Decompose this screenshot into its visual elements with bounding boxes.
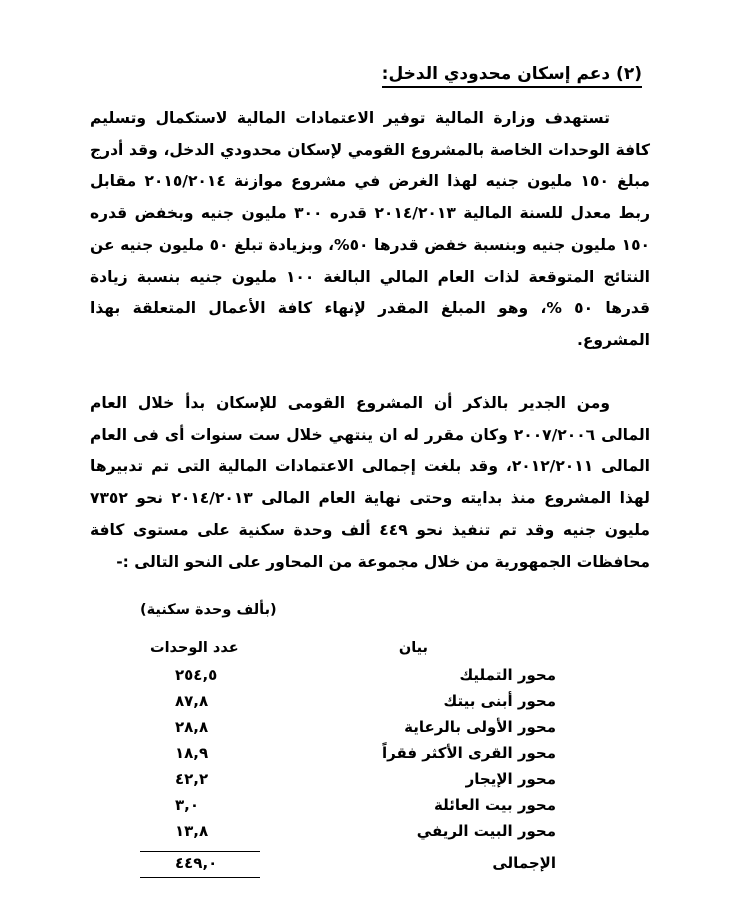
table-row: [0, 666, 746, 692]
row-value: ١٣,٨: [175, 822, 209, 840]
total-divider-bottom: [140, 877, 260, 878]
total-divider-top: [140, 851, 260, 852]
table-row: [0, 770, 746, 796]
row-value: ٤٢,٢: [175, 770, 209, 788]
table-row: [0, 744, 746, 770]
total-row: [0, 854, 746, 880]
table-row: [0, 822, 746, 848]
row-label: محور الإيجار: [465, 770, 556, 788]
column-header-description: بيان: [398, 640, 428, 656]
row-label: محور القرى الأكثر فقراً: [381, 744, 556, 762]
total-value: ٤٤٩,٠: [175, 854, 218, 872]
units-note: (بألف وحدة سكنية): [140, 602, 277, 618]
row-value: ٢٥٤,٥: [175, 666, 218, 684]
section-heading: (٢) دعم إسكان محدودي الدخل:: [382, 64, 642, 88]
table-row: [0, 692, 746, 718]
row-label: محور الأولى بالرعاية: [404, 718, 556, 736]
row-label: محور التمليك: [459, 666, 556, 684]
table-row: [0, 796, 746, 822]
row-label: محور أبنى بيتك: [443, 692, 556, 710]
paragraph-project-history: ومن الجدير بالذكر أن المشروع القومى للإسكان بدأ خلال العام المالى ٢٠٠٧/٢٠٠٦ وكان مقرر له ان ينتهي خلال ست سنوات أى فى العام المالى ٢٠١٢/٢٠١١، وقد بلغت إجمالى الاعتمادات المالية التى تم تدبيرها لهذا المشروع منذ بدايته وحتى نهاية العام المالى ٢٠١٤/٢٠١٣ نحو ٧٣٥٢ مليون جنيه وقد تم تنفيذ نحو ٤٤٩ ألف وحدة سكنية على مستوى كافة محافظات الجمهورية من خلال مجموعة من المحاور على النحو التالى :-: [90, 394, 651, 571]
row-label: محور بيت العائلة: [434, 796, 556, 814]
row-value: ٣,٠: [175, 796, 200, 814]
row-label: محور البيت الريفي: [416, 822, 556, 840]
column-header-count: عدد الوحدات: [150, 640, 239, 656]
row-value: ٨٧,٨: [175, 692, 209, 710]
row-value: ١٨,٩: [175, 744, 209, 762]
total-label: الإجمالى: [492, 854, 556, 872]
paragraph-budget: تستهدف وزارة المالية توفير الاعتمادات المالية لاستكمال وتسليم كافة الوحدات الخاصة بالمشروع القومي لإسكان محدودي الدخل، وقد أدرج مبلغ ١٥٠ مليون جنيه لهذا الغرض في مشروع موازنة ٢٠١٥/٢٠١٤ مقابل ربط معدل للسنة المالية ٢٠١٤/٢٠١٣ قدره ٣٠٠ مليون جنيه وبخفض قدره ١٥٠ مليون جنيه وبنسبة خفض قدرها ٥٠%، وبزيادة تبلغ ٥٠ مليون جنيه عن النتائج المتوقعة لذات العام المالي البالغة ١٠٠ مليون جنيه بنسبة زيادة قدرها ٥٠ %، وهو المبلغ المقدر لإنهاء كافة الأعمال المتعلقة بهذا المشروع.: [90, 109, 650, 349]
table-row: [0, 718, 746, 744]
row-value: ٢٨,٨: [175, 718, 209, 736]
